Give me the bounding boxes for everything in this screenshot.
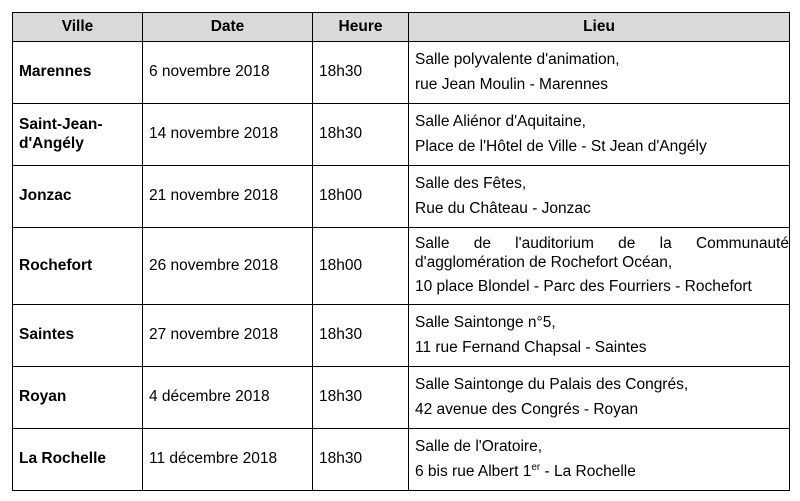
- table-row: [13, 42, 790, 104]
- header-lieu: Lieu: [409, 13, 790, 42]
- lieu-line: Salle de l'Oratoire,: [415, 437, 543, 455]
- lieu-text: 6 bis rue Albert 1: [415, 462, 532, 480]
- lieu-cell: [409, 228, 790, 305]
- lieu-line: [415, 463, 789, 482]
- date-cell: 11 décembre 2018: [143, 429, 313, 491]
- ville-cell: Marennes: [13, 42, 143, 104]
- header-date: Date: [143, 13, 313, 42]
- heure-cell: 18h30: [313, 429, 409, 491]
- lieu-text: - La Rochelle: [540, 462, 636, 480]
- table-row: [13, 367, 790, 429]
- ville-cell: Rochefort: [13, 228, 143, 305]
- lieu-line: Salle Aliénor d'Aquitaine,: [415, 112, 586, 130]
- header-heure: Heure: [313, 13, 409, 42]
- lieu-line: Salle de l'auditorium de la Communauté: [415, 234, 789, 252]
- table-row: [13, 429, 790, 491]
- date-cell: 4 décembre 2018: [143, 367, 313, 429]
- heure-cell: 18h30: [313, 367, 409, 429]
- lieu-line: Salle des Fêtes,: [415, 174, 527, 192]
- lieu-cell: [409, 305, 790, 367]
- lieu-line: 42 avenue des Congrés - Royan: [415, 400, 639, 418]
- lieu-line: Rue du Château - Jonzac: [415, 199, 591, 217]
- lieu-cell: [409, 429, 790, 491]
- heure-cell: 18h30: [313, 104, 409, 166]
- date-cell: 21 novembre 2018: [143, 166, 313, 228]
- ville-cell: [13, 104, 143, 166]
- lieu-cell: [409, 42, 790, 104]
- ville-cell: Jonzac: [13, 166, 143, 228]
- lieu-cell: [409, 166, 790, 228]
- ville-cell: Royan: [13, 367, 143, 429]
- ville-line: Saint-Jean-: [19, 115, 103, 133]
- lieu-line: Salle polyvalente d'animation,: [415, 50, 620, 68]
- heure-cell: 18h00: [313, 228, 409, 305]
- lieu-line: 10 place Blondel - Parc des Fourriers - Rochefort: [415, 278, 752, 296]
- table-row: [13, 305, 790, 367]
- header-row: [13, 13, 790, 42]
- date-cell: 26 novembre 2018: [143, 228, 313, 305]
- date-cell: 14 novembre 2018: [143, 104, 313, 166]
- lieu-line: Place de l'Hôtel de Ville - St Jean d'Angély: [415, 137, 707, 155]
- date-cell: 6 novembre 2018: [143, 42, 313, 104]
- lieu-line: Salle Saintonge n°5,: [415, 313, 556, 331]
- header-ville: Ville: [13, 13, 143, 42]
- ville-cell: La Rochelle: [13, 429, 143, 491]
- table-row: [13, 104, 790, 166]
- table-row: [13, 228, 790, 305]
- lieu-line: d'agglomération de Rochefort Océan,: [415, 253, 673, 271]
- lieu-cell: [409, 104, 790, 166]
- lieu-line: 11 rue Fernand Chapsal - Saintes: [415, 338, 647, 356]
- lieu-line: Salle Saintonge du Palais des Congrés,: [415, 375, 689, 393]
- date-cell: 27 novembre 2018: [143, 305, 313, 367]
- heure-cell: 18h00: [313, 166, 409, 228]
- heure-cell: 18h30: [313, 305, 409, 367]
- ordinal-suffix: er: [531, 461, 541, 473]
- heure-cell: 18h30: [313, 42, 409, 104]
- ville-line: d'Angély: [19, 134, 84, 152]
- lieu-cell: [409, 367, 790, 429]
- table-row: [13, 166, 790, 228]
- lieu-line: rue Jean Moulin - Marennes: [415, 75, 608, 93]
- ville-cell: Saintes: [13, 305, 143, 367]
- schedule-table: [12, 12, 790, 491]
